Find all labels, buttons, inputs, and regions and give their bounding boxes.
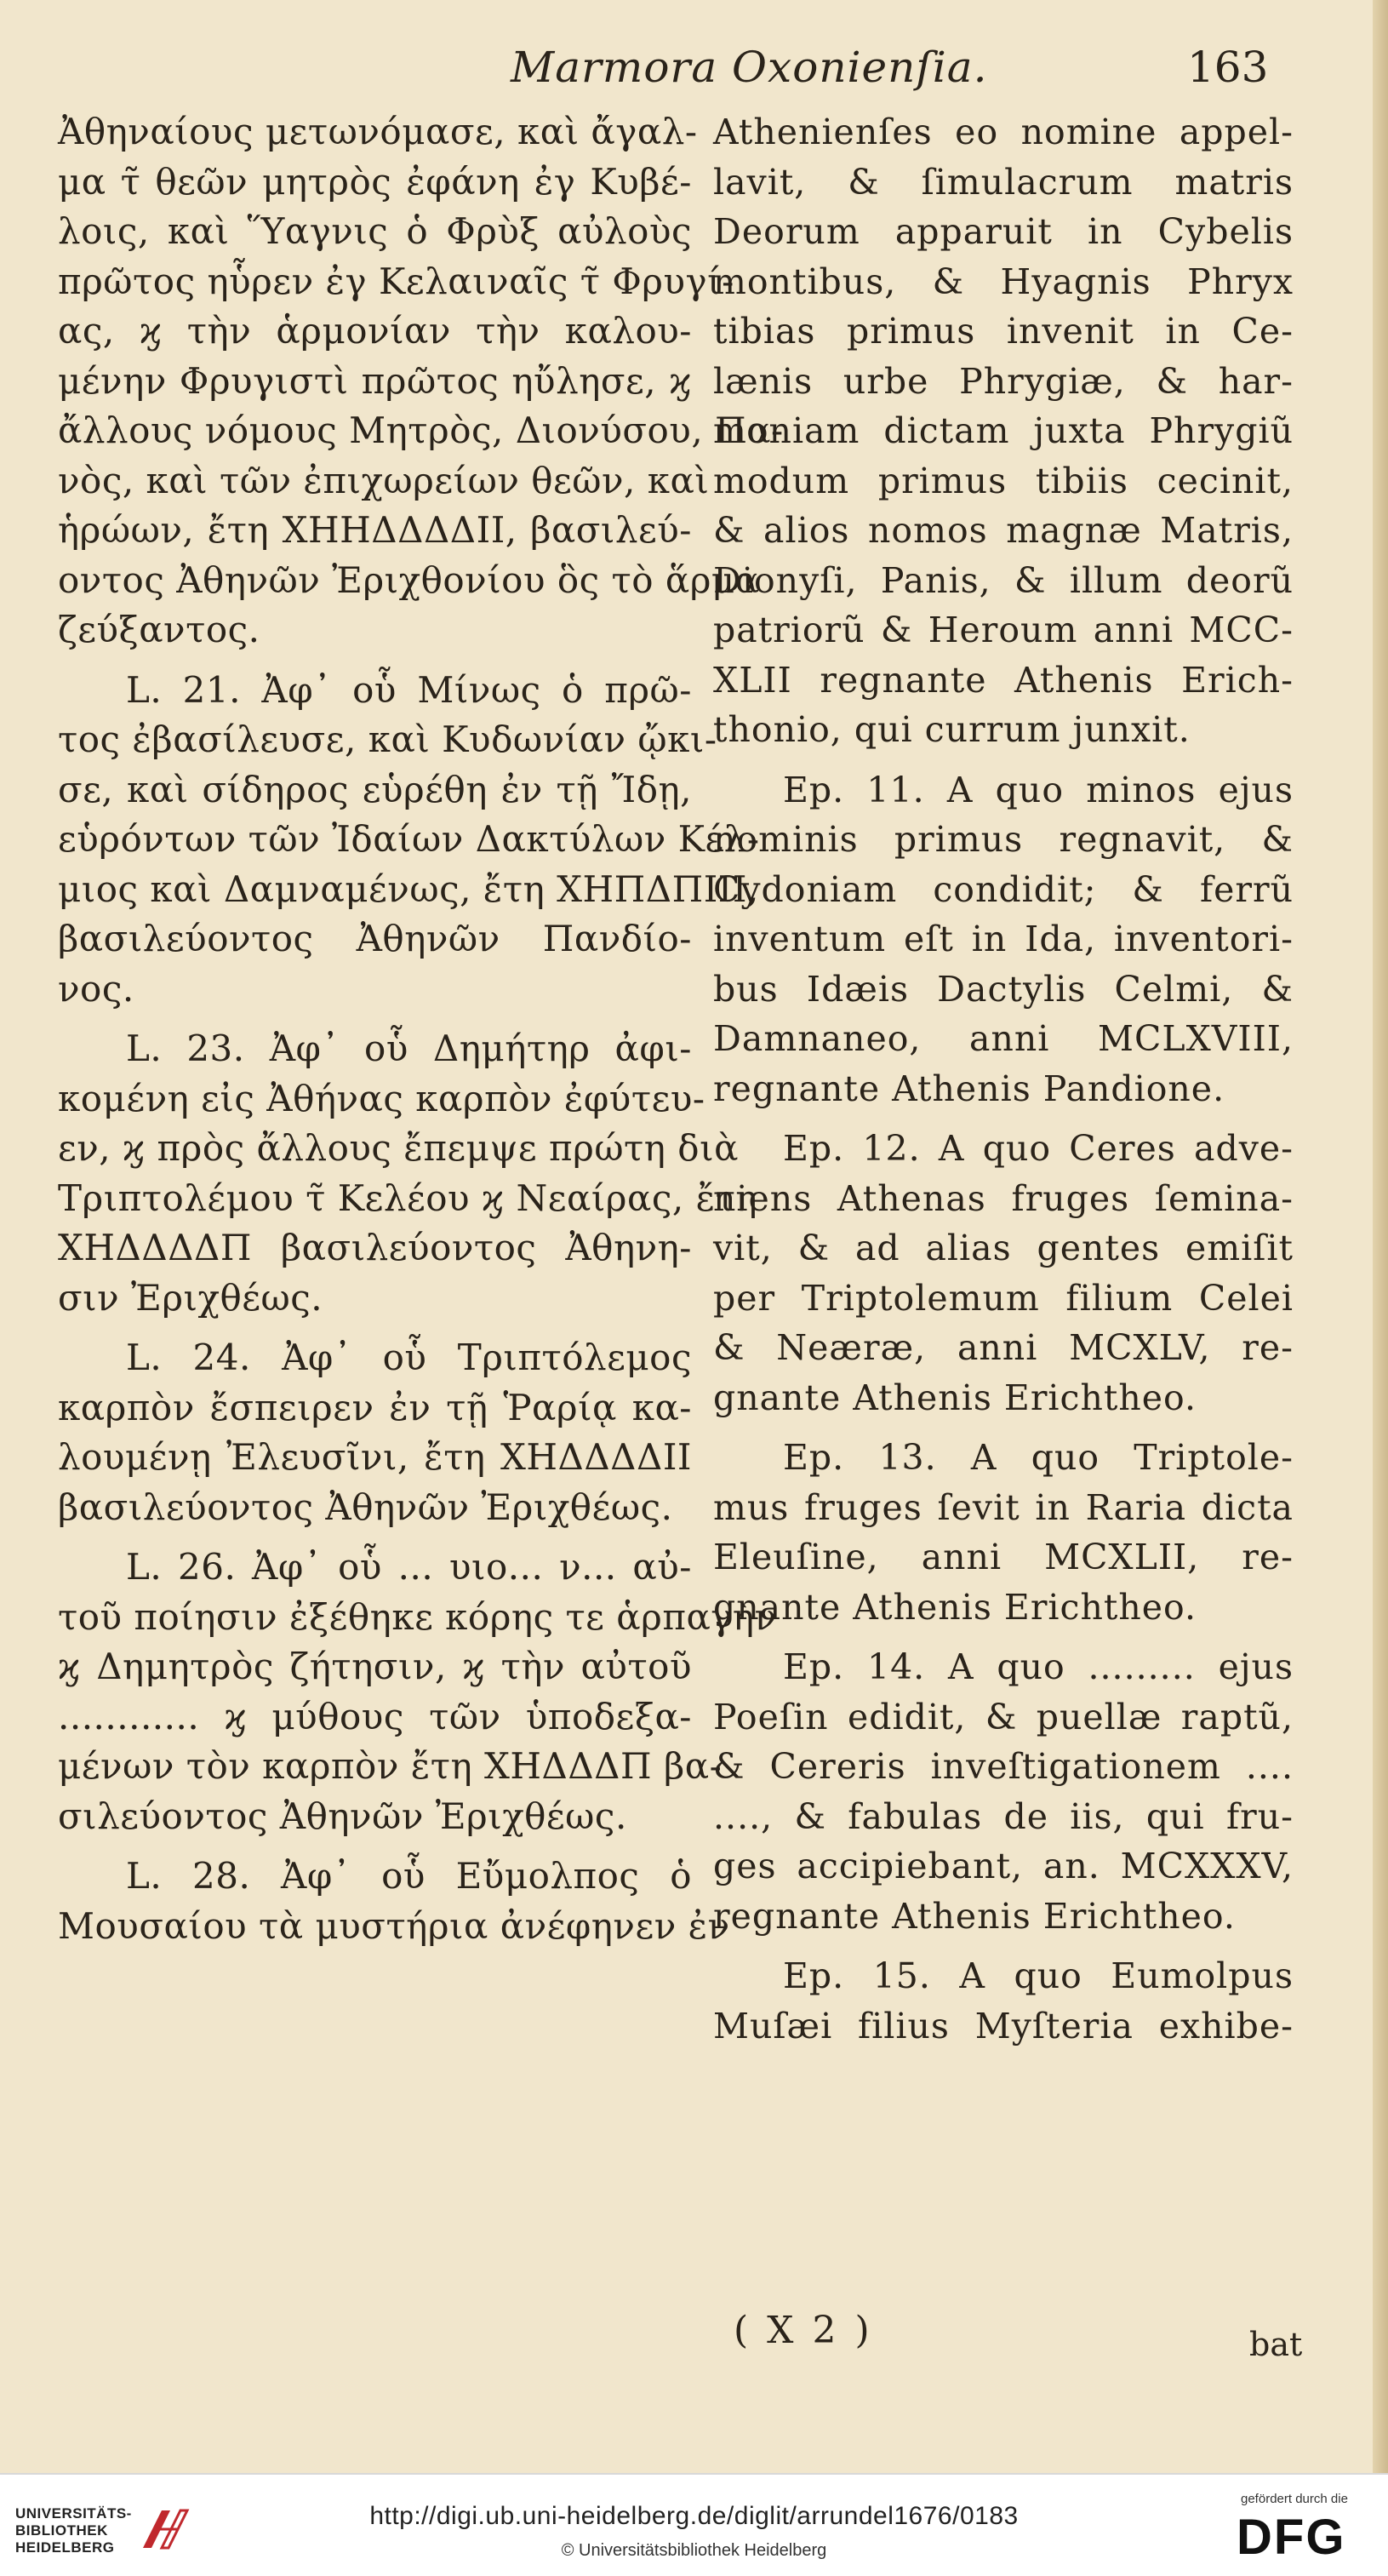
latin-text-line: XLII regnante Athenis Erich-	[713, 659, 1294, 701]
latin-text-line: niens Athenas fruges ſemina-	[713, 1177, 1294, 1219]
latin-text-line: Ep. 11. A quo minos ejus	[783, 769, 1294, 810]
greek-text-line: Τριπτολέμου τ̃ Κελέου ϗ Νεαίρας, ἔτη	[58, 1176, 758, 1219]
latin-text-line: ges accipiebant, an. MCXXXV,	[713, 1846, 1294, 1886]
latin-text-line: Damnaneo, anni MCLXVIII,	[713, 1018, 1294, 1059]
latin-text-line: moniam dictam juxta Phrygiũ	[713, 410, 1294, 451]
logo-text-line-3: HEIDELBERG	[15, 2539, 115, 2556]
latin-text-line: thonio, qui currum junxit.	[713, 709, 1191, 750]
funding-note: gefördert durch die	[1241, 2492, 1348, 2506]
latin-text-line: tibias primus invenit in Ce-	[713, 311, 1294, 352]
latin-text-line: nominis primus regnavit, &	[713, 819, 1294, 860]
greek-text-line: πρῶτος ηὗρεν ἐγ Κελαιναῖς τ̃ Φρυγί-	[58, 260, 734, 302]
greek-text-line: μένην Φρυγιστὶ πρῶτος ηὔλησε, ϗ	[58, 359, 692, 402]
latin-text-line: inventum eſt in Ida, inventori-	[713, 919, 1294, 959]
source-url-link[interactable]: http://digi.ub.uni-heidelberg.de/diglit/arrundel1676/0183	[369, 2502, 1019, 2530]
greek-text-line: ἄλλους νόμους Μητρὸς, Διονύσου, Πα-	[58, 409, 784, 451]
greek-text-line: μένων τὸν καρπὸν ἔτη ΧΗΔΔΔΠ βα-	[58, 1745, 723, 1787]
greek-text-line: L. 23. Ἀφ᾽ οὗ Δημήτηρ ἀφι-	[126, 1028, 692, 1069]
latin-text-line: & Cereris inveſtigationem ....	[713, 1746, 1294, 1787]
greek-text-line: μιος καὶ Δαμναμένως, ἔτη ΧΗΠΔΠΙΙΙ,	[58, 867, 759, 910]
greek-text-line: εν, ϗ πρὸς ἄλλους ἔπεμψε πρώτη διὰ	[58, 1127, 739, 1169]
latin-text-line: montibus, & Hyagnis Phryx	[713, 260, 1294, 302]
greek-text-line: σε, καὶ σίδηρος εὑρέθη ἐν τῇ Ἴδῃ,	[58, 768, 692, 810]
latin-text-line: lavit, & ſimulacrum matris	[713, 161, 1294, 203]
latin-text-line: bus Idæis Dactylis Celmi, &	[713, 968, 1294, 1010]
paragraph-gap	[58, 1014, 692, 1024]
latin-text-line: Deorum apparuit in Cybelis	[713, 211, 1294, 252]
greek-text-line: καρπὸν ἔσπειρεν ἐν τῇ Ῥαρίᾳ κα-	[58, 1386, 692, 1428]
latin-text-line: Ep. 13. A quo Triptole-	[783, 1437, 1294, 1478]
greek-text-line: μα τ̃ θεῶν μητρὸς ἐφάνη ἐγ Κυβέ-	[58, 160, 692, 203]
greek-text-line: βασιλεύοντος Ἀθηνῶν Πανδίο-	[58, 918, 692, 959]
greek-text-line: ζεύξαντος.	[58, 609, 260, 650]
paragraph-gap	[713, 1632, 1294, 1642]
latin-text-line: Dionyſi, Panis, & illum deorũ	[713, 559, 1294, 601]
greek-text-line: L. 26. Ἀφ᾽ οὗ ... υιο... ν... αὐ-	[126, 1546, 692, 1588]
latin-text-line: Ep. 15. A quo Eumolpus	[783, 1955, 1294, 1996]
latin-text-line: per Triptolemum filium Celei	[713, 1277, 1294, 1319]
running-title: Marmora Oxonienſia.	[511, 43, 988, 92]
latin-text-column	[713, 107, 1294, 2051]
greek-text-line: κομένη εἰς Ἀθήνας καρπὸν ἐφύτευ-	[58, 1077, 705, 1119]
greek-text-line: εὑρόντων τῶν Ἰδαίων Δακτύλων Κέλ-	[58, 818, 760, 860]
page-gutter-shadow	[1373, 0, 1388, 2473]
greek-text-line: ϗ Δημητρὸς ζήτησιν, ϗ τὴν αὐτοῦ	[58, 1646, 692, 1687]
paragraph-gap	[713, 1941, 1294, 1951]
latin-text-line: Cydoniam condidit; & ferrũ	[713, 868, 1294, 910]
latin-text-line: regnante Athenis Pandione.	[713, 1068, 1225, 1109]
greek-text-line: λοις, καὶ Ὕαγνις ὁ Φρὺξ αὐλοὺς	[58, 210, 692, 252]
greek-text-line: τος ἐβασίλευσε, καὶ Κυδωνίαν ᾤκι-	[58, 718, 717, 760]
greek-text-line: ας, ϗ τὴν ἁρμονίαν τὴν καλου-	[58, 310, 692, 352]
latin-text-line: & Neæræ, anni MCXLV, re-	[713, 1327, 1294, 1368]
latin-text-line: modum primus tibiis cecinit,	[713, 460, 1294, 501]
logo-text-line-2: BIBLIOTHEK	[15, 2522, 108, 2539]
greek-text-line: τοῦ ποίησιν ἐξέθηκε κόρης τε ἁρπαγὴν	[58, 1595, 777, 1638]
page-number: 163	[1187, 43, 1269, 92]
greek-text-line: L. 28. Ἀφ᾽ οὗ Εὔμολπος ὁ	[126, 1855, 692, 1897]
greek-text-line: L. 21. Ἀφ᾽ οὗ Μίνως ὁ πρῶ-	[126, 668, 692, 711]
paragraph-gap	[713, 1113, 1294, 1124]
greek-text-line: ἡρώων, ἔτη ΧΗΗΔΔΔΔΙΙ, βασιλεύ-	[58, 509, 692, 551]
latin-text-line: gnante Athenis Erichtheo.	[713, 1586, 1197, 1628]
paragraph-gap	[58, 655, 692, 666]
signature-mark: ( X 2 )	[734, 2309, 873, 2352]
latin-text-line: Poeſin edidit, & puellæ raptũ,	[713, 1696, 1294, 1737]
footer-bar	[0, 2473, 1388, 2576]
latin-text-line: gnante Athenis Erichtheo.	[713, 1377, 1197, 1418]
greek-text-line: νὸς, καὶ τῶν ἐπιχωρείων θεῶν, καὶ	[58, 459, 710, 501]
greek-text-line: ............ ϗ μύθους τῶν ὑποδεξα-	[58, 1695, 692, 1737]
greek-text-line: λουμένῃ Ἐλευσῖνι, ἔτη ΧΗΔΔΔΔΙΙ	[58, 1436, 692, 1478]
latin-text-line: vit, & ad alias gentes emiſit	[713, 1228, 1294, 1268]
paragraph-gap	[713, 755, 1294, 765]
latin-text-line: mus fruges ſevit in Raria dicta	[713, 1486, 1294, 1528]
logo-text-line-1: UNIVERSITÄTS-	[15, 2505, 132, 2522]
greek-text-line: σιλεύοντος Ἀθηνῶν Ἐριχθέως.	[58, 1795, 627, 1837]
catchword: bat	[1249, 2326, 1303, 2363]
greek-text-line: βασιλεύοντος Ἀθηνῶν Ἐριχθέως.	[58, 1485, 673, 1528]
latin-text-line: Eleuſine, anni MCXLII, re-	[713, 1537, 1294, 1577]
greek-text-line: σιν Ἐριχθέως.	[58, 1276, 323, 1319]
latin-text-line: & alios nomos magnæ Matris,	[713, 510, 1294, 551]
greek-text-line: Μουσαίου τὰ μυστήρια ἀνέφηνεν ἐν	[58, 1904, 730, 1947]
paragraph-gap	[58, 1841, 692, 1852]
paragraph-gap	[713, 1423, 1294, 1433]
paragraph-gap	[58, 1532, 692, 1543]
latin-text-line: Ep. 12. A quo Ceres adve-	[783, 1128, 1294, 1169]
paragraph-gap	[58, 1323, 692, 1333]
dfg-logo[interactable]: DFG	[1237, 2510, 1346, 2565]
greek-text-line: Ἀθηναίους μετωνόμασε, καὶ ἄγαλ-	[58, 111, 698, 152]
latin-text-line: Ep. 14. A quo ......... ejus	[783, 1646, 1294, 1687]
latin-text-line: Muſæi filius Myſteria exhibe-	[713, 2005, 1294, 2046]
latin-text-line: patriorũ & Heroum anni MCC-	[713, 610, 1294, 650]
greek-text-line: νος.	[58, 967, 134, 1010]
greek-text-line: οντος Ἀθηνῶν Ἐριχθονίου ὃς τὸ ἅρμα	[58, 558, 760, 601]
greek-text-line: L. 24. Ἀφ᾽ οὗ Τριπτόλεμος	[126, 1337, 692, 1378]
greek-text-column	[58, 107, 784, 1951]
latin-text-line: ...., & fabulas de iis, qui fru-	[713, 1795, 1294, 1837]
latin-text-line: Athenienſes eo nomine appel-	[713, 112, 1294, 152]
greek-text-line: ΧΗΔΔΔΔΠ βασιλεύοντος Ἀθηνη-	[58, 1227, 692, 1268]
latin-text-line: lænis urbe Phrygiæ, & har-	[713, 360, 1294, 402]
copyright-notice: © Universitätsbibliothek Heidelberg	[561, 2541, 827, 2560]
latin-text-line: regnante Athenis Erichtheo.	[713, 1895, 1236, 1937]
